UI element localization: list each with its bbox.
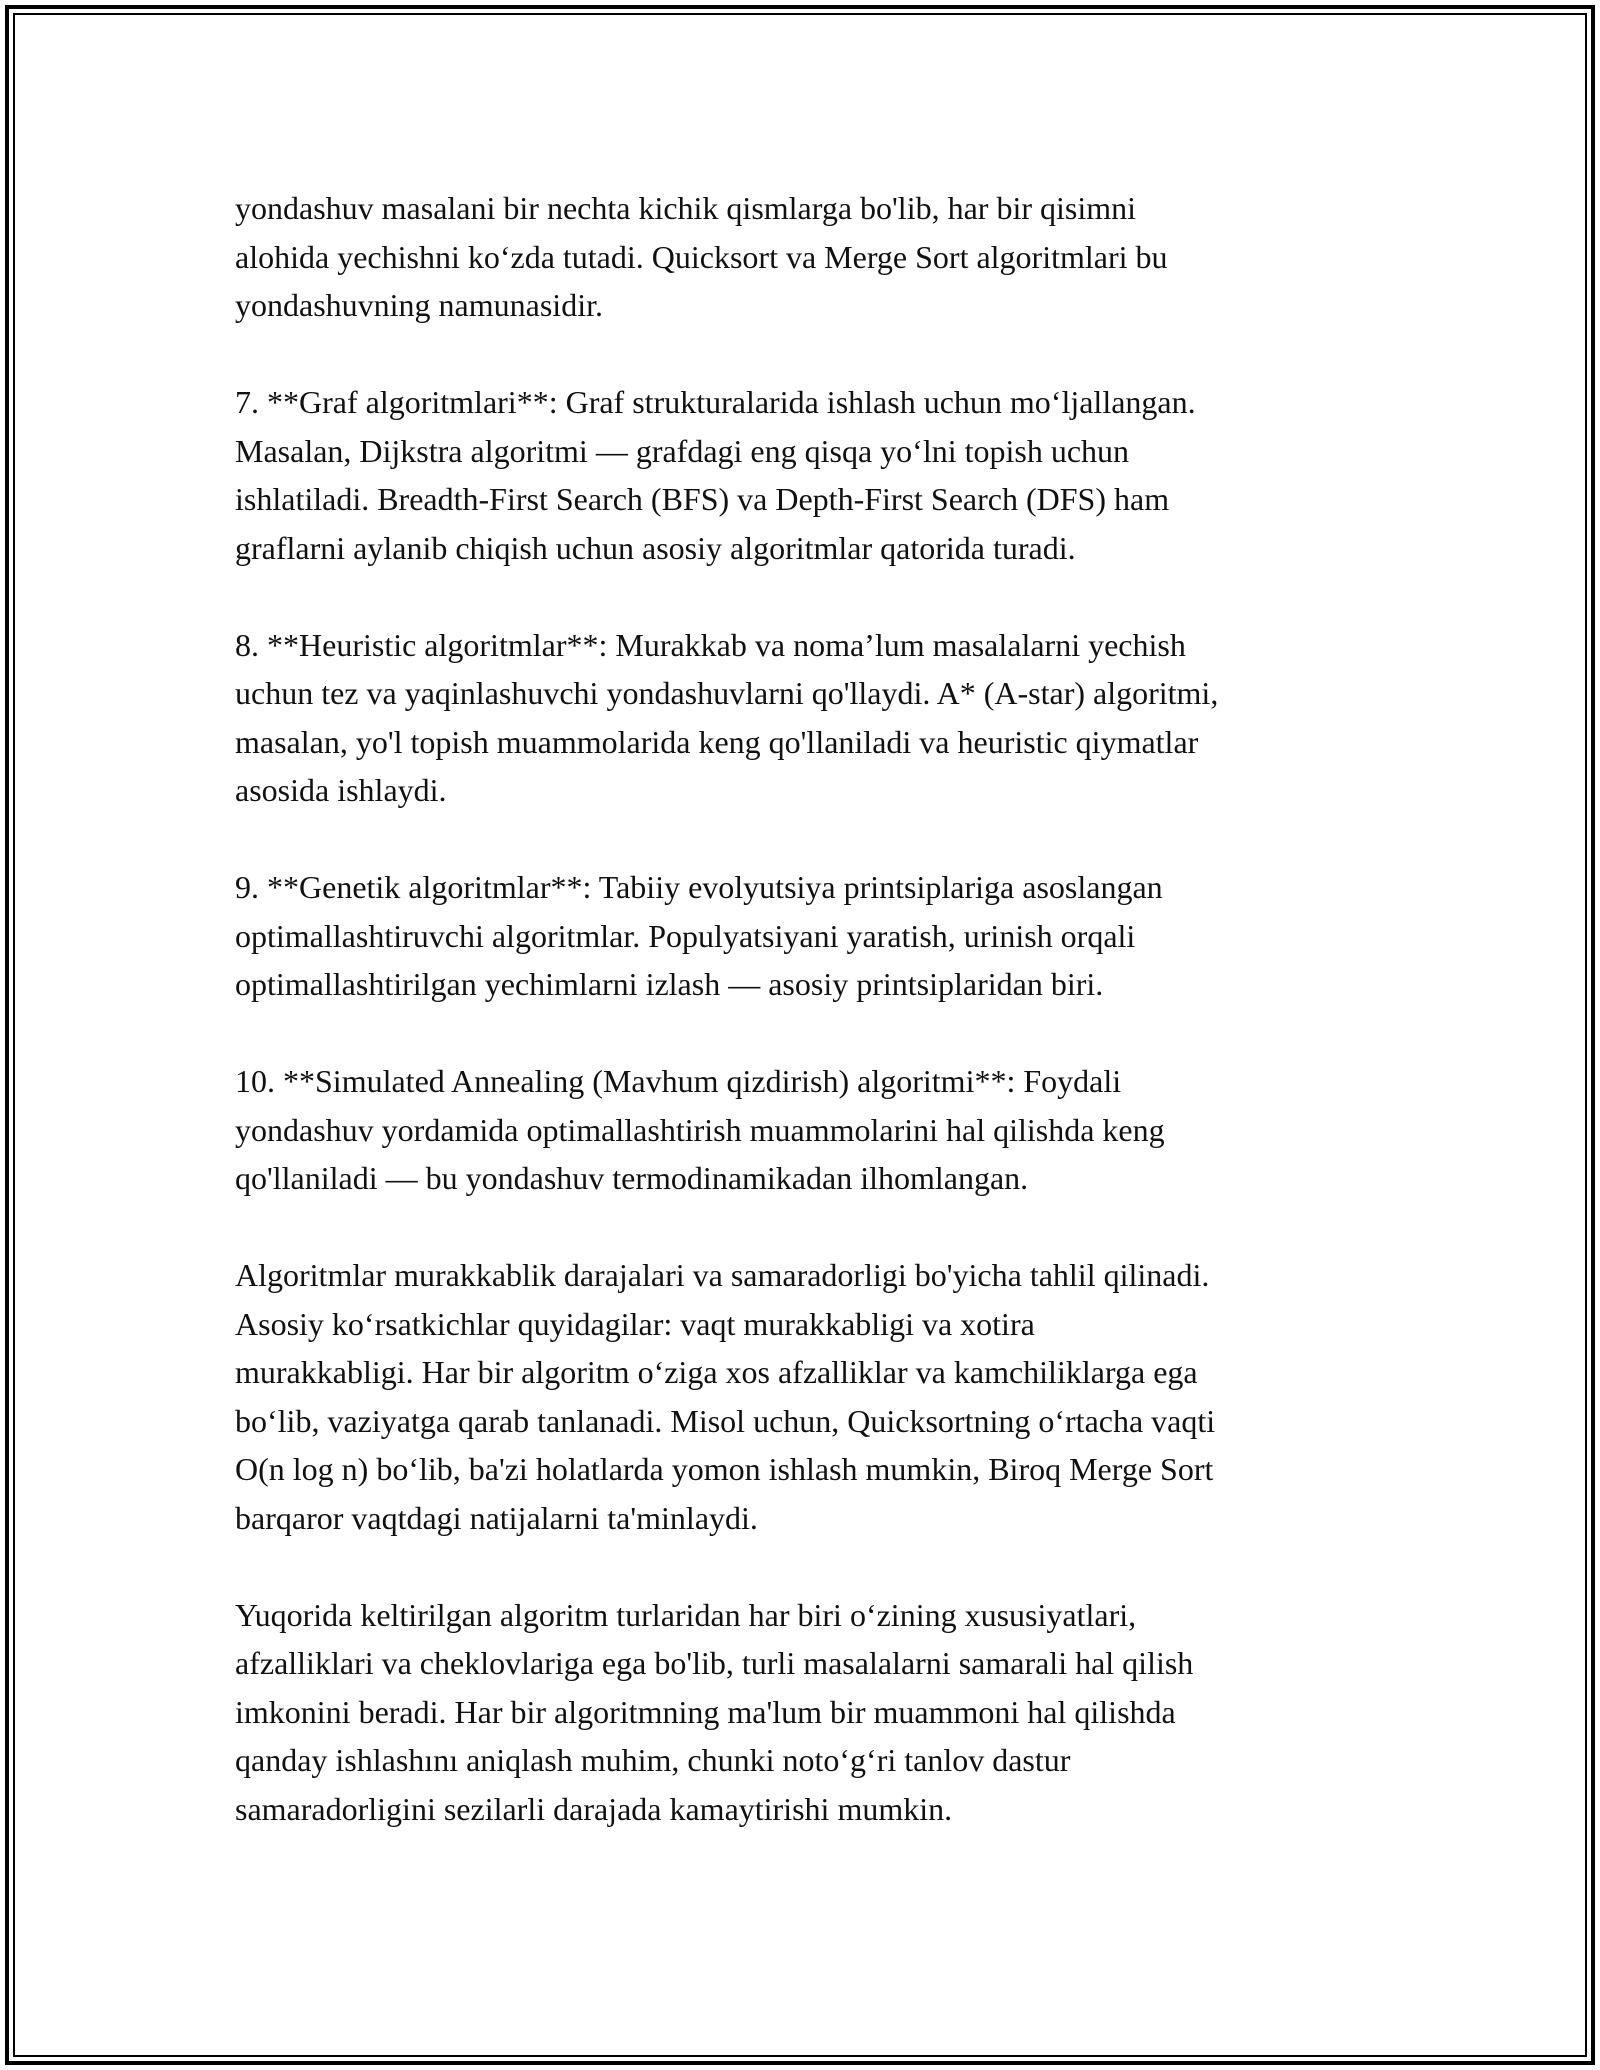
paragraph-conclusion [235,1591,1370,1834]
text-line: optimallashtirilgan yechimlarni izlash — asosiy printsiplaridan biri. [235,966,1104,1002]
paragraph-heuristic-algorithms [235,621,1370,815]
paragraph-graph-algorithms [235,378,1370,572]
text-line: optimallashtiruvchi algoritmlar. Populyatsiyani yaratish, urinish orqali [235,917,1136,954]
text-line: masalan, yo'l topish muammolarida keng qo'llaniladi va heuristic qiymatlar [235,723,1199,760]
text-line: bo‘lib, vaziyatga qarab tanlanadi. Misol uchun, Quicksortning o‘rtacha vaqti [235,1402,1216,1439]
text-line: alohida yechishni ko‘zda tutadi. Quicksort va Merge Sort algoritmlari bu [235,238,1168,275]
text-line: barqaror vaqtdagi natijalarni ta'minlaydi. [235,1499,758,1536]
text-line: yondashuvning namunasidir. [235,287,603,323]
text-line: 8. **Heuristic algoritmlar**: Murakkab va noma’lum masalalarni yechish [235,626,1186,663]
text-line: yondashuv yordamida optimallashtirish muammolarini hal qilishda keng [235,1111,1165,1148]
text-line: O(n log n) bo‘lib, ba'zi holatlarda yomon ishlash mumkin, Biroq Merge Sort [235,1451,1214,1487]
text-line: qanday ishlashını aniqlash muhim, chunki noto‘g‘ri tanlov dastur [235,1742,1071,1778]
text-line: 7. **Graf algoritmlari**: Graf strukturalarida ishlash uchun mo‘ljallangan. [235,384,1196,420]
paragraph-complexity-analysis [235,1251,1370,1542]
paragraph-genetic-algorithms [235,863,1370,1009]
paragraph-divide-and-conquer [235,184,1370,330]
text-line: Masalan, Dijkstra algoritmi — grafdagi eng qisqa yo‘lni topish uchun [235,432,1130,469]
text-line: uchun tez va yaqinlashuvchi yondashuvlarni qo'llaydi. A* (A-star) algoritmi, [235,675,1219,711]
text-line: murakkabligi. Har bir algoritm o‘ziga xos afzalliklar va kamchiliklarga ega [235,1354,1198,1390]
text-line: Algoritmlar murakkablik darajalari va samaradorligi bo'yicha tahlil qilinadi. [235,1257,1210,1293]
text-line: samaradorligini sezilarli darajada kamaytirishi mumkin. [235,1790,953,1827]
text-line: qo'llaniladi — bu yondashuv termodinamikadan ilhomlangan. [235,1160,1029,1196]
paragraph-simulated-annealing [235,1057,1370,1203]
text-line: asosida ishlaydi. [235,772,447,808]
text-line: imkonini beradi. Har bir algoritmning ma'lum bir muammoni hal qilishda [235,1693,1176,1730]
text-line: Yuqorida keltirilgan algoritm turlaridan har biri o‘zining xususiyatlari, [235,1596,1137,1633]
text-line: 10. **Simulated Annealing (Mavhum qizdirish) algoritmi**: Foydali [235,1063,1122,1099]
text-line: 9. **Genetik algoritmlar**: Tabiiy evolyutsiya printsiplariga asoslangan [235,869,1163,905]
text-line: graflarni aylanib chiqish uchun asosiy algoritmlar qatorida turadi. [235,529,1076,566]
text-line: Asosiy ko‘rsatkichlar quyidagilar: vaqt murakkabligi va xotira [235,1305,1035,1342]
document-body [235,184,1370,1882]
text-line: yondashuv masalani bir nechta kichik qismlarga bo'lib, har bir qisimni [235,190,1136,226]
text-line: ishlatiladi. Breadth-First Search (BFS) va Depth-First Search (DFS) ham [235,481,1170,517]
text-line: afzalliklari va cheklovlariga ega bo'lib, turli masalalarni samarali hal qilish [235,1645,1194,1681]
